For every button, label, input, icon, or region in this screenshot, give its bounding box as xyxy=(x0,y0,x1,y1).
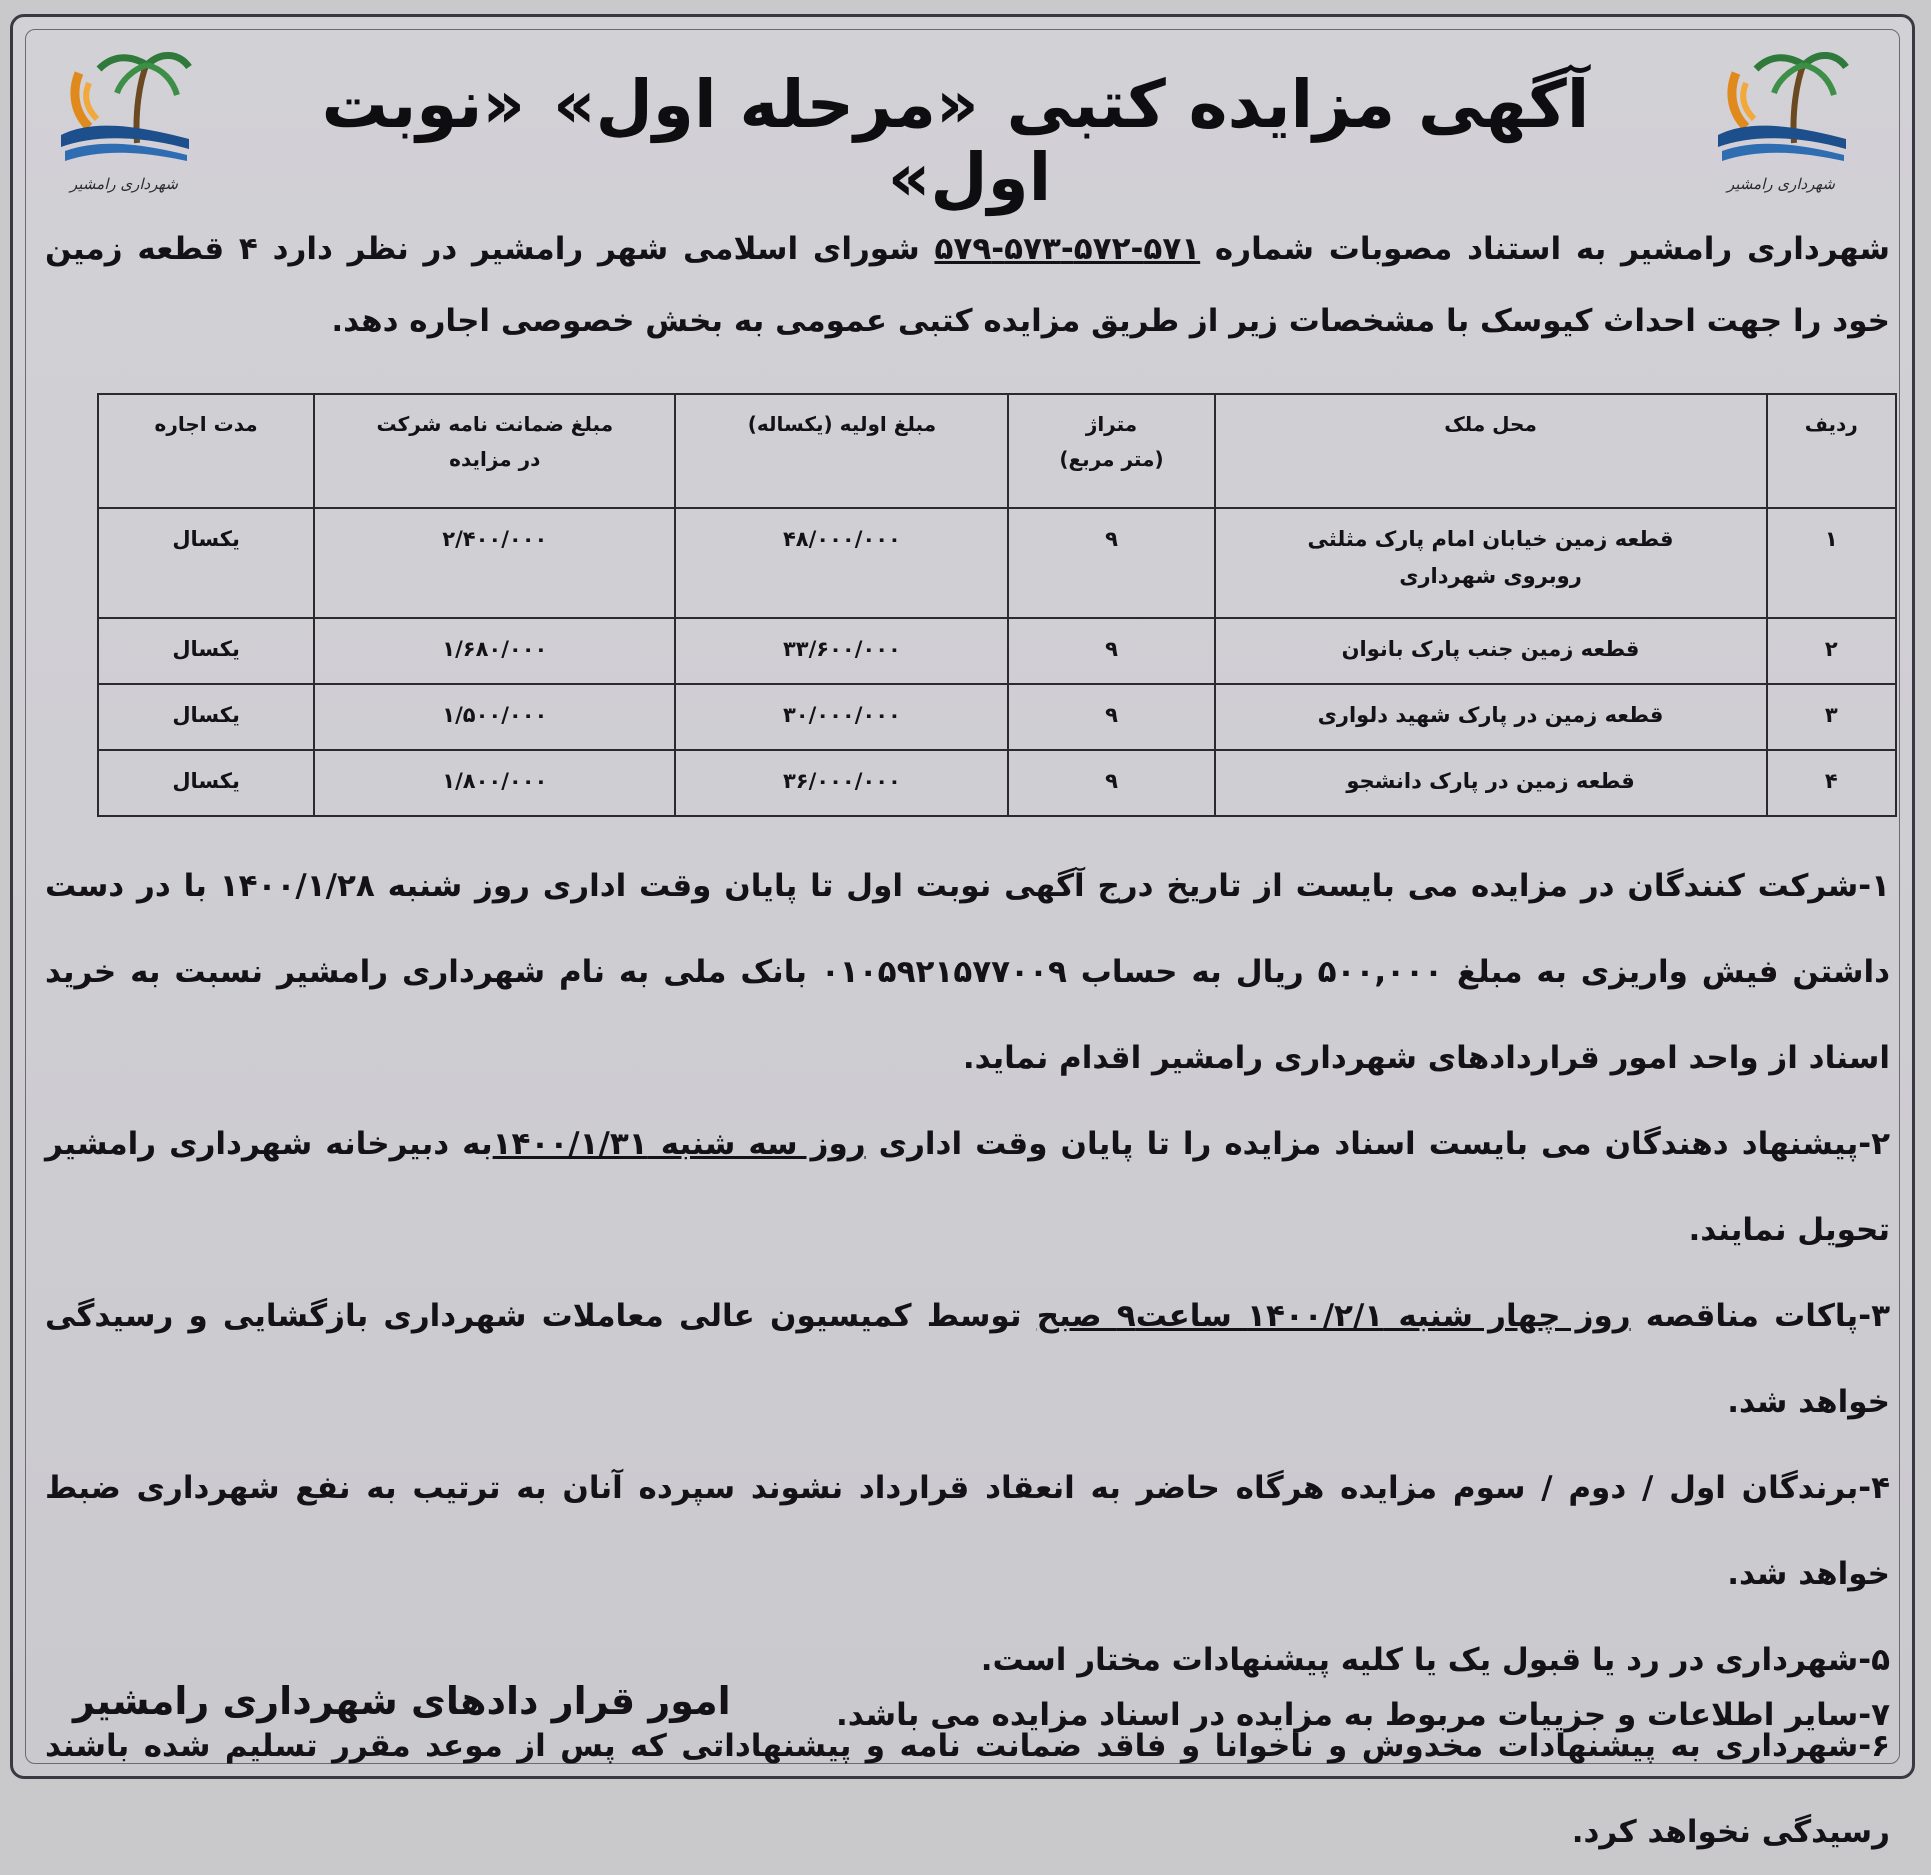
condition-2-end: به دبیرخانه شهرداری رامشیر تحویل نمایند. xyxy=(45,1126,1890,1248)
condition-3-date: روز چهار شنبه ۱۴۰۰/۲/۱ ساعت۹ صبح xyxy=(1036,1298,1631,1334)
header-bond xyxy=(314,394,675,508)
condition-3 xyxy=(45,1273,1890,1445)
cell-price: ۳۰/۰۰۰/۰۰۰ xyxy=(675,684,1008,750)
cell-index: ۳ xyxy=(1767,684,1896,750)
table-row xyxy=(98,618,1896,684)
condition-2-start: ۲-پیشنهاد دهندگان می بایست اسناد مزایده را تا پایان وقت اداری xyxy=(865,1126,1891,1162)
cell-location: قطعه زمین جنب پارک بانوان xyxy=(1215,618,1767,684)
palm-logo-icon xyxy=(1706,43,1856,173)
header-term: مدت اجاره xyxy=(98,394,314,508)
cell-location xyxy=(1215,508,1767,618)
intro-paragraph xyxy=(45,213,1890,357)
title-stage: «مرحله اول» xyxy=(553,66,979,143)
cell-index: ۱ xyxy=(1767,508,1896,618)
cell-bond: ۱/۸۰۰/۰۰۰ xyxy=(314,750,675,816)
header-bond-line2: در مزایده xyxy=(449,447,541,471)
title-round: «نوبت اول» xyxy=(321,66,1052,216)
cell-term: یکسال xyxy=(98,750,314,816)
cell-location-line2: روبروی شهرداری xyxy=(1399,563,1582,588)
condition-2-deadline: روز سه شنبه ۱۴۰۰/۱/۳۱ xyxy=(492,1126,866,1162)
signature: امور قرار دادهای شهرداری رامشیر xyxy=(73,1679,731,1723)
cell-location-line1: قطعه زمین خیابان امام پارک مثلثی xyxy=(1307,527,1674,551)
condition-7: ۷-سایر اطلاعات و جزییات مربوط به مزایده در اسناد مزایده می باشد. xyxy=(835,1697,1890,1733)
condition-1: ۱-شرکت کنندگان در مزایده می بایست از تاریخ درج آگهی نوبت اول تا پایان وقت اداری روز شنبه ۱۴۰۰/۱/۲۸ با در دست داشتن فیش واریزی به مبلغ ۵۰۰,۰۰۰ ریال به حساب ۰۱۰۵۹۲۱۵۷۷۰۰۹ بانک ملی به نام شهرداری رامشیر نسبت به خرید اسناد از واحد امور قراردادهای شهرداری رامشیر اقدام نماید. xyxy=(45,868,1891,1076)
condition-4: ۴-برندگان اول / دوم / سوم مزایده هرگاه حاضر به انعقاد قرارداد نشوند سپرده آنان به ترتیب به نفع شهرداری ضبط خواهد شد. xyxy=(45,1470,1890,1592)
municipality-logo-right xyxy=(1706,43,1856,193)
cell-price: ۳۶/۰۰۰/۰۰۰ xyxy=(675,750,1008,816)
auction-lots-table xyxy=(97,393,1897,817)
table-row xyxy=(98,750,1896,816)
cell-index: ۲ xyxy=(1767,618,1896,684)
table-row xyxy=(98,508,1896,618)
cell-bond: ۲/۴۰۰/۰۰۰ xyxy=(314,508,675,618)
palm-logo-icon xyxy=(49,43,199,173)
intro-text-start: شهرداری رامشیر به استناد مصوبات شماره xyxy=(1200,231,1890,267)
resolution-number: ۵۷۱-۵۷۲-۵۷۳-۵۷۹ xyxy=(934,231,1201,267)
cell-area: ۹ xyxy=(1008,684,1214,750)
logo-caption: شهرداری رامشیر xyxy=(70,175,178,193)
cell-location: قطعه زمین در پارک دانشجو xyxy=(1215,750,1767,816)
title-main: آگهی مزایده کتبی xyxy=(1006,66,1590,143)
cell-area: ۹ xyxy=(1008,618,1214,684)
header-location: محل ملک xyxy=(1215,394,1767,508)
cell-area: ۹ xyxy=(1008,508,1214,618)
condition-3-start: ۳-پاکات مناقصه xyxy=(1630,1298,1890,1334)
cell-index: ۴ xyxy=(1767,750,1896,816)
condition-6: ۶-شهرداری به پیشنهادات مخدوش و ناخوانا و فاقد ضمانت نامه و پیشنهاداتی که پس از موعد مقرر تسلیم شده باشند رسیدگی نخواهد کرد. xyxy=(45,1728,1890,1850)
cell-location: قطعه زمین در پارک شهید دلواری xyxy=(1215,684,1767,750)
header-area-line2: (متر مربع) xyxy=(1059,447,1164,471)
cell-bond: ۱/۵۰۰/۰۰۰ xyxy=(314,684,675,750)
logo-caption: شهرداری رامشیر xyxy=(1727,175,1835,193)
header-area-line1: متراژ xyxy=(1085,412,1138,436)
header-price: مبلغ اولیه (یکساله) xyxy=(675,394,1008,508)
table-header-row xyxy=(98,394,1896,508)
cell-price: ۳۳/۶۰۰/۰۰۰ xyxy=(675,618,1008,684)
page-title xyxy=(273,66,1652,216)
cell-term: یکسال xyxy=(98,508,314,618)
intro-text-end: شورای اسلامی شهر رامشیر در نظر دارد ۴ قطعه زمین خود را جهت احداث کیوسک با مشخصات زیر از طریق مزایده کتبی عمومی به بخش خصوصی اجاره دهد. xyxy=(45,231,1890,339)
notice-paper xyxy=(10,14,1915,1850)
condition-5: ۵-شهرداری در رد یا قبول یک یا کلیه پیشنهادات مختار است. xyxy=(980,1642,1890,1678)
header-index: ردیف xyxy=(1767,394,1896,508)
cell-term: یکسال xyxy=(98,618,314,684)
condition-2 xyxy=(45,1101,1890,1273)
header-bond-line1: مبلغ ضمانت نامه شرکت xyxy=(376,412,614,436)
municipality-logo-left xyxy=(49,43,199,193)
table-row xyxy=(98,684,1896,750)
cell-term: یکسال xyxy=(98,684,314,750)
cell-price: ۴۸/۰۰۰/۰۰۰ xyxy=(675,508,1008,618)
condition-3-end: توسط کمیسیون عالی معاملات شهرداری بازگشایی و رسیدگی خواهد شد. xyxy=(45,1298,1890,1420)
cell-bond: ۱/۶۸۰/۰۰۰ xyxy=(314,618,675,684)
header-area xyxy=(1008,394,1214,508)
cell-area: ۹ xyxy=(1008,750,1214,816)
